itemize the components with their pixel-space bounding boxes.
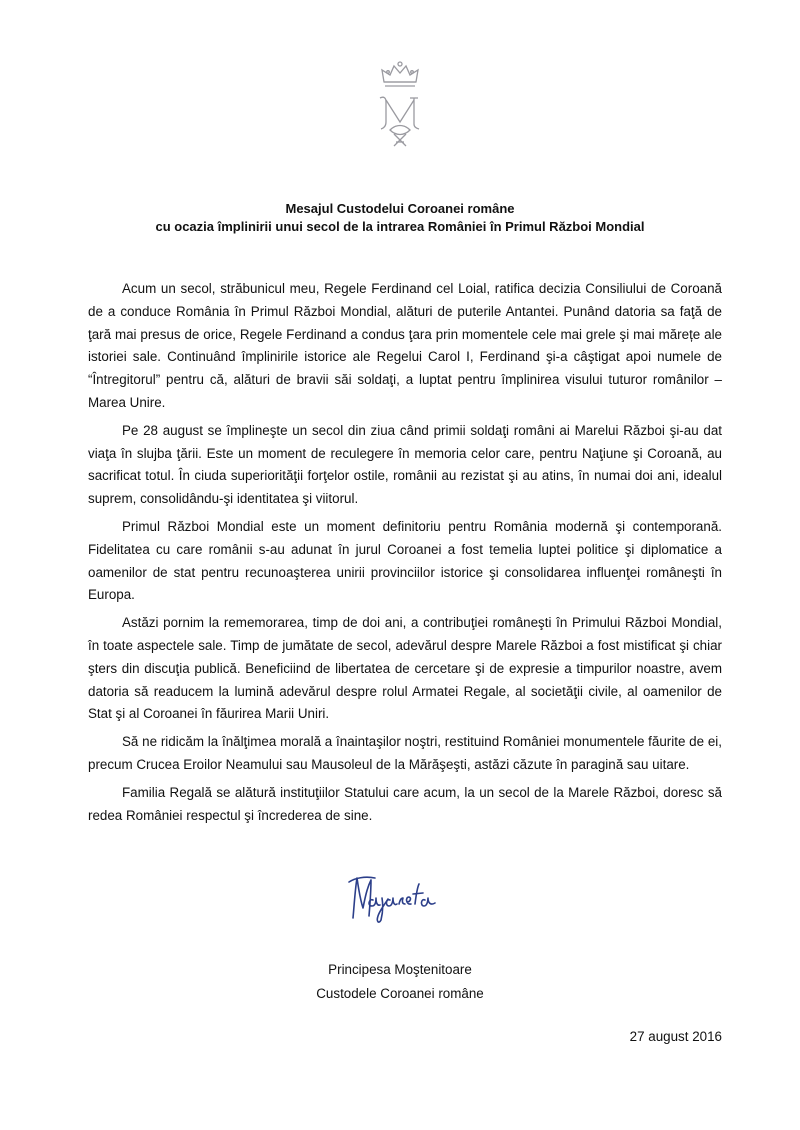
signatory-block: [0, 958, 800, 1006]
royal-monogram-logo: [366, 60, 434, 152]
letter-title: [0, 200, 800, 236]
signatory-title: Principesa Moştenitoare: [328, 962, 472, 977]
letter-date: 27 august 2016: [629, 1029, 722, 1044]
paragraph: Astăzi pornim la rememorarea, timp de doi ani, a contribuţiei româneşti în Primului Război Mondial, în toate aspectele sale. Timp de jumătate de secol, adevărul despre Marele Război a fost mistificat şi chiar şters din discuţia publică. Beneficiind de libertatea de cercetare şi de expresie a timpurilor noastre, avem datoria să readucem la lumină adevărul despre rolul Armatei Regale, al societăţii civile, al oamenilor de Stat şi al Coroanei în făurirea Marii Uniri.: [88, 615, 722, 722]
paragraph: Acum un secol, străbunicul meu, Regele Ferdinand cel Loial, ratifica decizia Consiliului de Coroană de a conduce România în Primul Război Mondial, alături de puterile Antantei. Punând datoria sa faţă de ţară mai presus de orice, Regele Ferdinand a condus ţara prin momentele cele mai grele şi mai mărețe ale istoriei sale. Continuând împlinirile istorice ale Regelui Carol I, Ferdinand şi-a câştigat apoi numele de “Întregitorul” pentru că, alături de bravii săi soldaţi, a luptat pentru împlinirea visului tuturor românilor – Marea Unire.: [88, 281, 722, 410]
paragraph: Familia Regală se alătură instituţiilor Statului care acum, la un secol de la Marele Război, doresc să redea României respectul şi încrederea de sine.: [88, 784, 722, 823]
paragraph: Să ne ridicăm la înălţimea morală a înaintaşilor noştri, restituind României monumentele făurite de ei, precum Crucea Eroilor Neamului sau Mausoleul de la Mărăşeşti, astăzi căzute în paragină sau uitare.: [88, 734, 722, 772]
letter-body: [88, 278, 722, 832]
handwritten-signature: [345, 868, 465, 928]
paragraph: Pe 28 august se împlineşte un secol din ziua când primii soldaţi români ai Marelui Război şi-au dat viaţa în slujba ţării. Este un moment de reculegere în memoria celor care, pentru Naţiune şi Coroană, au sacrificat totul. În ciuda superiorităţii forţelor ostile, românii au rezistat şi au atins, în numai doi ani, idealul suprem, consolidându-şi identitatea şi viitorul.: [88, 422, 722, 507]
signatory-role: Custodele Coroanei române: [316, 986, 484, 1001]
title-line-1: Mesajul Custodelui Coroanei române: [285, 201, 515, 216]
title-line-2: cu ocazia împlinirii unui secol de la intrarea României în Primul Război Mondial: [155, 219, 645, 234]
paragraph: Primul Război Mondial este un moment definitoriu pentru România modernă şi contemporană. Fidelitatea cu care românii s-au adunat în jurul Coroanei a fost temelia luptei politice şi diplomatice a oamenilor de stat pentru recunoaşterea unirii provinciilor istorice şi consolidarea influenţei româneşti în Europa.: [88, 518, 722, 603]
